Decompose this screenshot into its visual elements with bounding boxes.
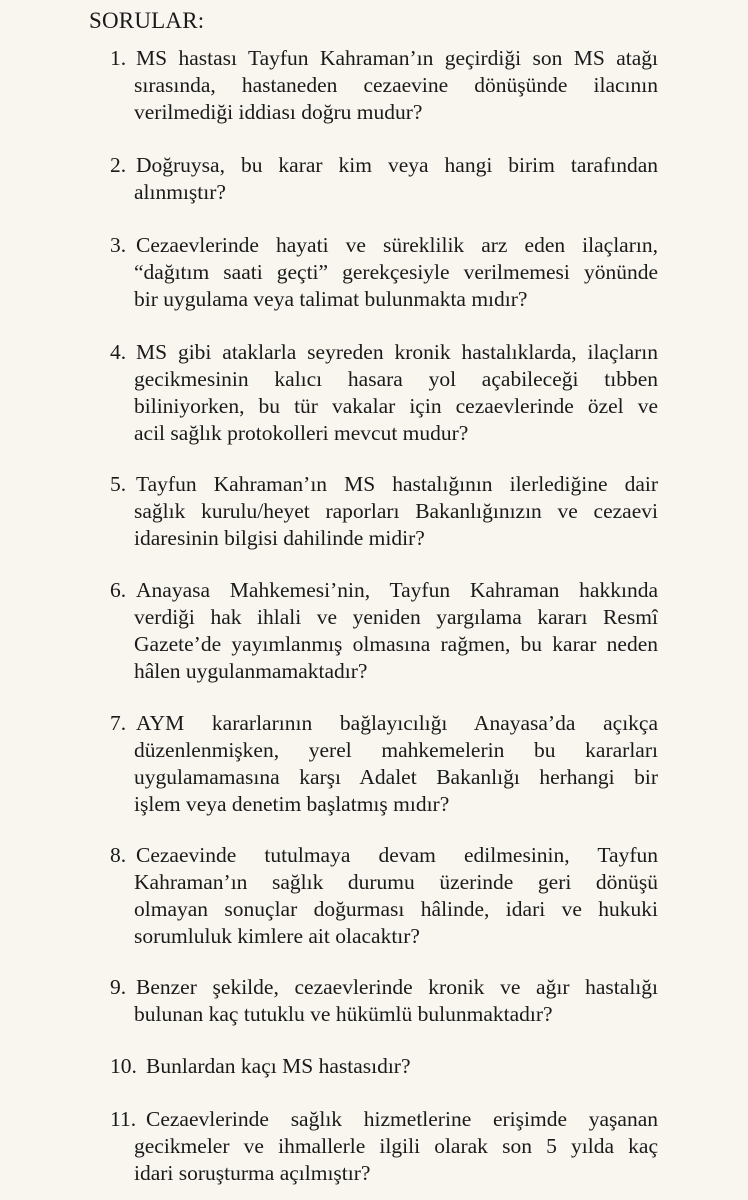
question-line: “dağıtım saati geçti” gerekçesiyle verilmemesi yönünde	[134, 260, 658, 284]
question-line: gecikmesinin kalıcı hasara yol açabileceği tıbben	[134, 367, 658, 391]
question-item	[110, 152, 658, 206]
question-item	[110, 339, 658, 447]
question-item	[110, 1106, 658, 1187]
question-line: Doğruysa, bu karar kim veya hangi birim tarafından	[136, 153, 658, 177]
question-line: Cezaevinde tutulmaya devam edilmesinin, Tayfun	[136, 843, 658, 867]
question-number: 7.	[110, 711, 127, 735]
question-line: uygulamamasına karşı Adalet Bakanlığı herhangi bir	[134, 765, 658, 789]
question-line: MS hastası Tayfun Kahraman’ın geçirdiği son MS atağı	[136, 46, 658, 70]
question-line: biliniyorken, bu tür vakalar için cezaevlerinde özel ve	[134, 394, 658, 418]
question-line: sorumluluk kimlere ait olacaktır?	[134, 924, 420, 948]
question-line: gecikmeler ve ihmallerle ilgili olarak son 5 yılda kaç	[134, 1134, 658, 1158]
page-heading: SORULAR:	[89, 8, 205, 33]
question-item	[110, 974, 658, 1028]
question-number: 3.	[110, 233, 127, 257]
question-line: alınmıştır?	[134, 180, 226, 204]
question-line: acil sağlık protokolleri mevcut mudur?	[134, 421, 469, 445]
question-line: AYM kararlarının bağlayıcılığı Anayasa’da açıkça	[136, 711, 658, 735]
question-item	[110, 577, 658, 685]
question-item	[110, 45, 658, 126]
question-number: 9.	[110, 975, 127, 999]
question-line: sırasında, hastaneden cezaevine dönüşünde ilacının	[134, 73, 658, 97]
question-line: işlem veya denetim başlatmış mıdır?	[134, 792, 450, 816]
question-line: verdiği hak ihlali ve yeniden yargılama kararı Resmî	[134, 605, 658, 629]
question-number: 1.	[110, 46, 127, 70]
question-line: verilmediği iddiası doğru mudur?	[134, 100, 423, 124]
question-number: 2.	[110, 153, 127, 177]
question-line: hâlen uygulanmamaktadır?	[134, 659, 368, 683]
question-line: Cezaevlerinde sağlık hizmetlerine erişimde yaşanan	[146, 1107, 658, 1131]
question-number: 5.	[110, 472, 127, 496]
question-line: bulunan kaç tutuklu ve hükümlü bulunmaktadır?	[134, 1002, 553, 1026]
question-number: 10.	[110, 1054, 137, 1078]
question-number: 4.	[110, 340, 127, 364]
question-number: 8.	[110, 843, 127, 867]
question-number: 11.	[110, 1107, 137, 1131]
question-item	[110, 471, 658, 552]
question-line: Tayfun Kahraman’ın MS hastalığının ilerlediğine dair	[136, 472, 658, 496]
question-line: idari soruşturma açılmıştır?	[134, 1161, 371, 1185]
question-line: MS gibi ataklarla seyreden kronik hastalıklarda, ilaçların	[136, 340, 658, 364]
question-item	[110, 1053, 658, 1080]
question-line: olmayan sonuçlar doğurması hâlinde, idari ve hukuki	[134, 897, 658, 921]
question-line: düzenlenmişken, yerel mahkemelerin bu kararları	[134, 738, 658, 762]
question-number: 6.	[110, 578, 127, 602]
question-line: Bunlardan kaçı MS hastasıdır?	[146, 1054, 411, 1078]
question-line: Anayasa Mahkemesi’nin, Tayfun Kahraman hakkında	[136, 578, 658, 602]
question-item	[110, 710, 658, 818]
question-line: bir uygulama veya talimat bulunmakta mıdır?	[134, 287, 528, 311]
question-item	[110, 842, 658, 950]
question-line: Benzer şekilde, cezaevlerinde kronik ve ağır hastalığı	[136, 975, 658, 999]
question-line: idaresinin bilgisi dahilinde midir?	[134, 526, 425, 550]
question-line: Cezaevlerinde hayati ve süreklilik arz eden ilaçların,	[136, 233, 658, 257]
question-item	[110, 232, 658, 313]
question-line: Gazete’de yayımlanmış olmasına rağmen, bu karar neden	[134, 632, 658, 656]
question-line: sağlık kurulu/heyet raporları Bakanlığınızın ve cezaevi	[134, 499, 658, 523]
question-line: Kahraman’ın sağlık durumu üzerinde geri dönüşü	[134, 870, 658, 894]
